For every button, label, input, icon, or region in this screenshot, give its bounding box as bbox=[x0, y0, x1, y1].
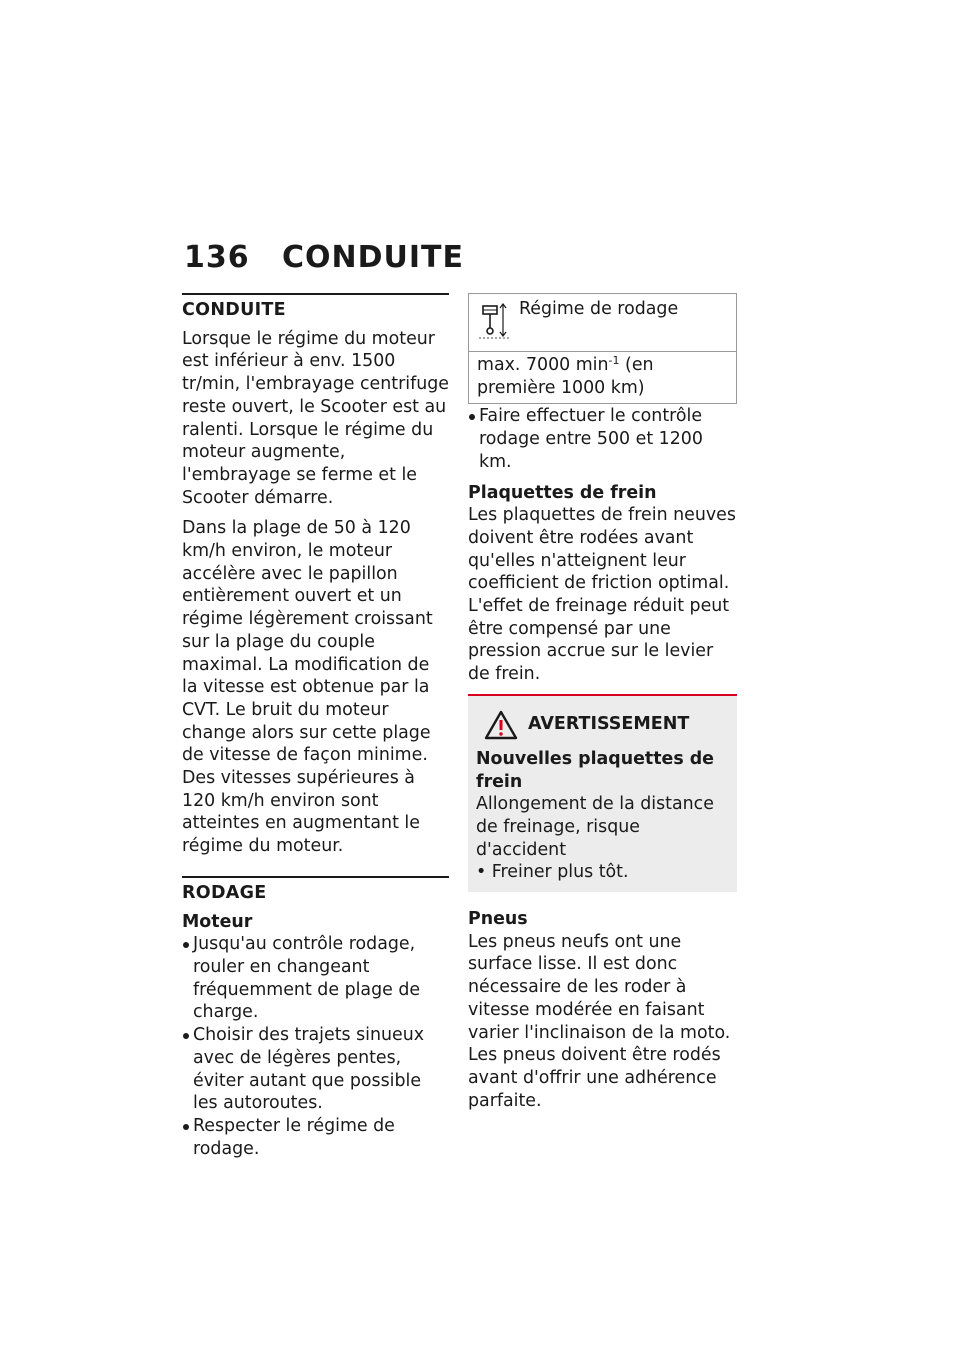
paragraph: Les plaquettes de frein neuves doivent être rodées avant qu'elles n'atteignent leur coefficient de friction optimal. L'effet de freinage réduit peut être compensé par une pression accrue sur le levier de frein. bbox=[468, 505, 736, 685]
spec-header bbox=[469, 294, 736, 352]
spec-box bbox=[468, 293, 737, 404]
warning-title: AVERTISSEMENT bbox=[528, 714, 690, 735]
list-item: Choisir des trajets sinueux avec de légères pentes, éviter autant que possible les autoroutes. bbox=[182, 1024, 449, 1115]
paragraph: Lorsque le régime du moteur est inférieur à env. 1500 tr/min, l'embrayage centrifuge reste ouvert, le Scooter est au ralenti. Lorsque le régime du moteur augmente, l'embrayage se ferme et le Scooter démarre. bbox=[182, 328, 449, 508]
spec-value-superscript: -1 bbox=[608, 354, 620, 367]
warning-box bbox=[468, 694, 737, 892]
list-item: Respecter le régime de rodage. bbox=[182, 1115, 449, 1160]
bullet-list bbox=[468, 405, 737, 473]
subheading-moteur: Moteur bbox=[182, 911, 253, 932]
warning-text: Allongement de la distance de freinage, risque d'accident bbox=[476, 794, 714, 860]
right-column bbox=[468, 293, 737, 1120]
paragraph: Les pneus neufs ont une surface lisse. Il est donc nécessaire de les roder à vitesse modérée en faisant varier l'inclinaison de la moto. Les pneus doivent être rodés avant d'offrir une adhérence parfaite. bbox=[468, 931, 731, 1111]
warning-header bbox=[476, 710, 729, 740]
paragraph: Des vitesses supérieures à 120 km/h environ sont atteintes en augmentant le régime du moteur. bbox=[182, 768, 420, 857]
bullet-list bbox=[182, 933, 449, 1160]
spec-value-prefix: max. 7000 min bbox=[477, 355, 609, 375]
subheading-plaquettes: Plaquettes de frein bbox=[468, 482, 657, 503]
left-column bbox=[182, 293, 449, 1160]
list-item: Jusqu'au contrôle rodage, rouler en changeant fréquemment de plage de charge. bbox=[182, 933, 449, 1024]
spec-title: Régime de rodage bbox=[519, 299, 679, 319]
warning-subheading: Nouvelles plaquettes de frein bbox=[476, 748, 714, 792]
page-header bbox=[184, 240, 464, 275]
engine-piston-icon bbox=[477, 300, 513, 344]
spec-value-suffix: (en première 1000 km) bbox=[477, 355, 654, 398]
page-number: 136 bbox=[184, 240, 250, 275]
section-heading-conduite: CONDUITE bbox=[182, 293, 449, 322]
section-heading-rodage: RODAGE bbox=[182, 876, 449, 905]
warning-triangle-icon bbox=[484, 710, 518, 740]
spec-value bbox=[469, 352, 736, 403]
subheading-pneus: Pneus bbox=[468, 909, 528, 930]
paragraph: Dans la plage de 50 à 120 km/h environ, le moteur accélère avec le papillon entièrement ouvert et un régime légèrement croissant sur la plage du couple maximal. La modification de la vitesse est obtenue par la CVT. Le bruit du moteur change alors sur cette plage de vitesse de façon minime. bbox=[182, 518, 433, 766]
page-title: CONDUITE bbox=[282, 240, 465, 275]
warning-action: • Freiner plus tôt. bbox=[476, 862, 629, 883]
list-item: Faire effectuer le contrôle rodage entre 500 et 1200 km. bbox=[468, 405, 737, 473]
